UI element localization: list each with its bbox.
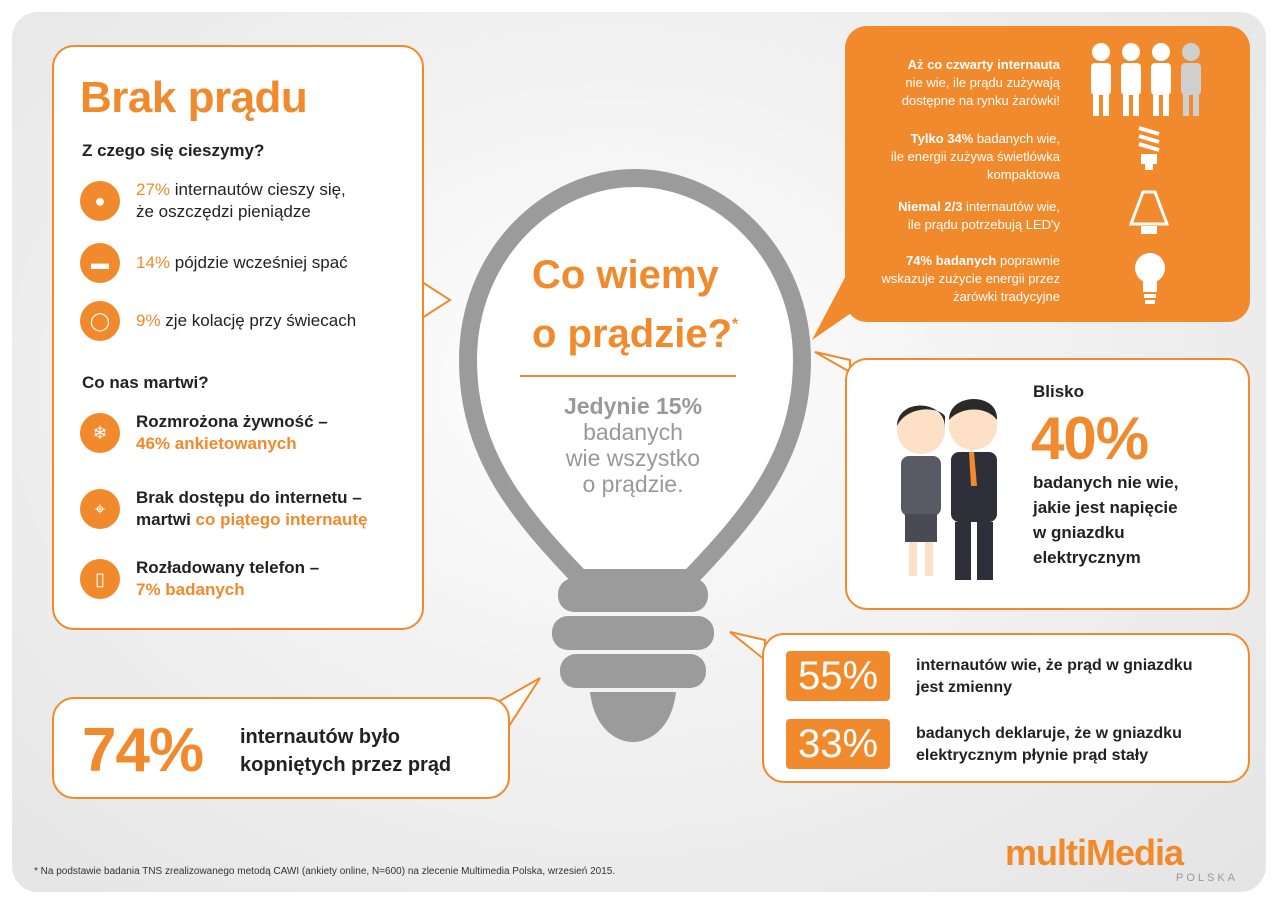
- footnote: * Na podstawie badania TNS zrealizowanego metodą CAWI (ankiety online, N=600) na zlecenie Multimedia Polska, wrzesień 2015.: [34, 866, 616, 877]
- joy-row: ◯ 9% zje kolację przy świecach: [80, 301, 356, 341]
- bulb-heading-line2: o prądzie?*: [532, 312, 739, 356]
- bulb-icon: [1133, 252, 1167, 306]
- led-bulb-icon: [1127, 188, 1171, 238]
- fact-row: Niemal 2/3 internautów wie, ile prądu potrzebują LED'y: [898, 199, 1060, 232]
- cfl-bulb-icon: [1131, 124, 1167, 174]
- asterisk: *: [732, 316, 739, 333]
- current-type-card: [762, 633, 1250, 783]
- bulb-heading: [532, 250, 738, 359]
- bulb-sub-line4: o prądzie.: [582, 471, 684, 497]
- bulb-subtext: [538, 393, 728, 497]
- joy-pct: 27%: [136, 180, 171, 199]
- bulb-heading-line1: Co wiemy: [532, 253, 719, 297]
- bulb-sub-line3: wie wszystko: [565, 445, 701, 471]
- joy-row: ▬ 14% pójdzie wcześniej spać: [80, 243, 348, 283]
- worry-heading: Co nas martwi?: [82, 373, 209, 392]
- blisko-label: Blisko: [1033, 382, 1085, 401]
- forty-pct: 40%: [1031, 405, 1149, 472]
- stat-text: badanych deklaruje, że w gniazdku elektrycznym płynie prąd stały: [916, 725, 1182, 764]
- fact-row: 74% badanych poprawnie wskazuje zużycie energii przez żarówki tradycyjne: [881, 253, 1060, 304]
- multimedia-logo: multiMedia: [1005, 832, 1184, 873]
- antenna-icon: ⌖: [80, 489, 120, 529]
- brak-pradu-card: [52, 45, 424, 630]
- phone-icon: ▯: [80, 559, 120, 599]
- bulb-sub-line1: Jedynie 15%: [563, 393, 703, 419]
- card-title: Brak prądu: [80, 73, 308, 122]
- joy-row: ● 27% internautów cieszy się, że oszczędzi pieniądze: [80, 179, 346, 223]
- forty-percent-card: Blisko 40% badanych nie wie, jakie jest napięcie w gniazdku elektrycznym: [845, 358, 1250, 610]
- seventyfour-pct: 74%: [82, 716, 204, 785]
- joy-heading: Z czego się cieszymy?: [82, 141, 265, 160]
- worry-row: ⌖ Brak dostępu do internetu – martwi co piątego internautę: [80, 487, 367, 531]
- piggy-bank-icon: ●: [80, 181, 120, 221]
- stat-pct-box: 33%: [786, 719, 890, 769]
- bulb-sub-line2: badanych: [583, 419, 683, 445]
- frozen-food-icon: ❄: [80, 413, 120, 453]
- people-icon: [1087, 40, 1207, 120]
- bed-icon: ▬: [80, 243, 120, 283]
- fact-row: Tylko 34% badanych wie, ile energii zużywa świetlówka kompaktowa: [890, 131, 1060, 182]
- fact-row: Aż co czwarty internauta nie wie, ile prądu zużywają dostępne na rynku żarówki!: [901, 57, 1060, 108]
- orange-facts-panel: [845, 26, 1250, 322]
- seventyfour-card: 74% internautów było kopniętych przez prąd: [52, 697, 510, 799]
- worry-row: ▯ Rozładowany telefon – 7% badanych: [80, 557, 319, 601]
- stat-text: internautów wie, że prąd w gniazdku jest zmienny: [916, 657, 1193, 696]
- plate-icon: ◯: [80, 301, 120, 341]
- worry-row: ❄ Rozmrożona żywność – 46% ankietowanych: [80, 411, 328, 455]
- logo-subtitle: POLSKA: [1176, 872, 1239, 884]
- stat-pct-box: 55%: [786, 651, 890, 701]
- couple-illustration: [887, 386, 1007, 586]
